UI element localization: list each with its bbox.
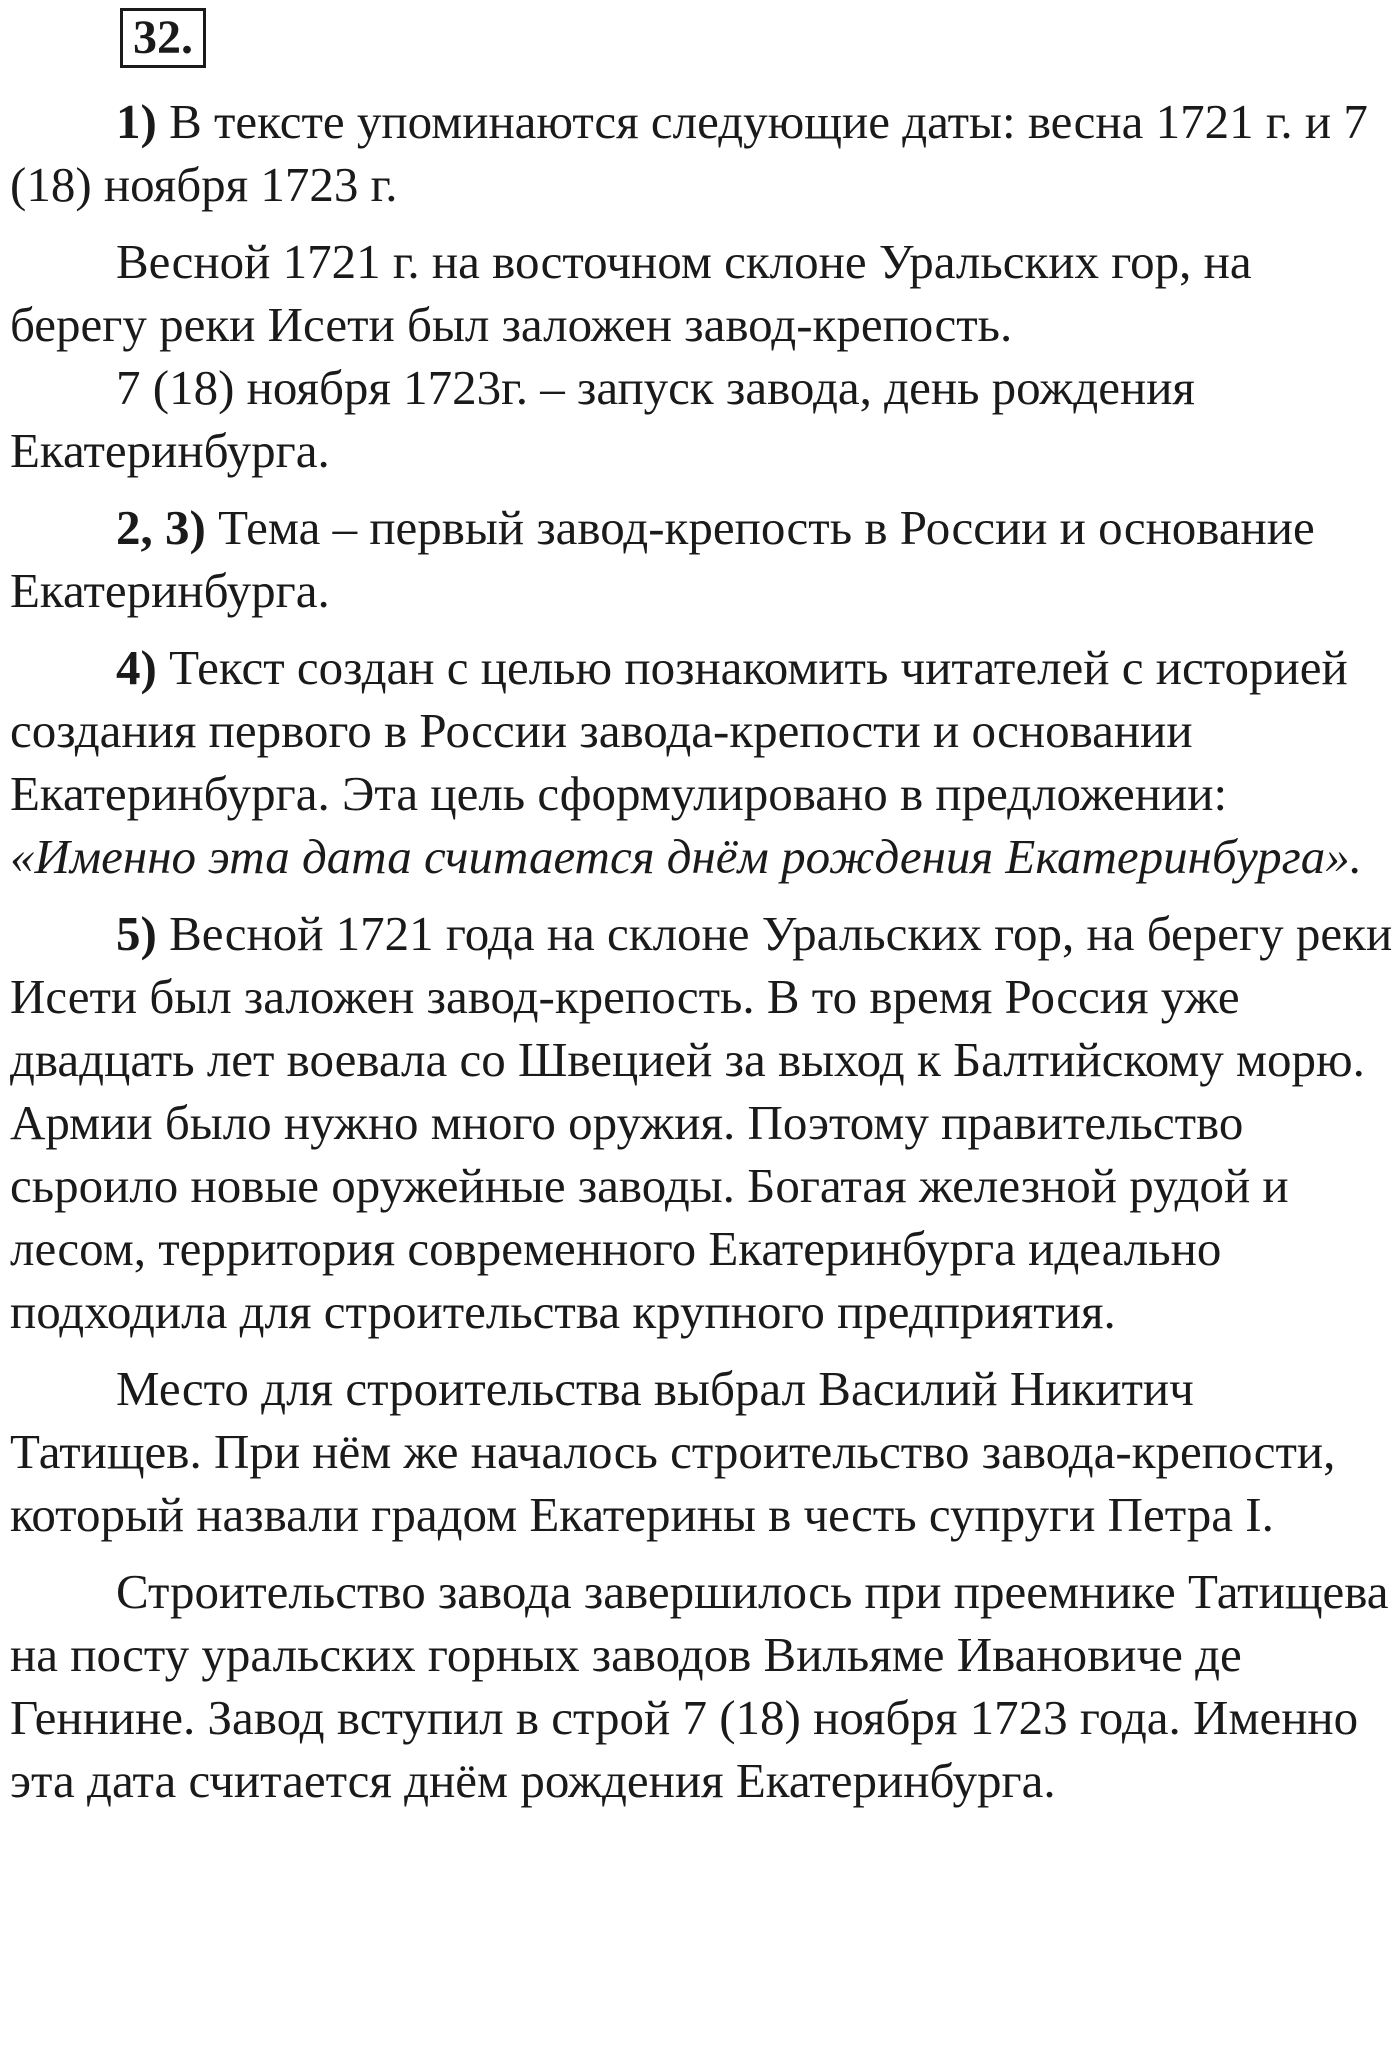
paragraph-3-text: 7 (18) ноября 1723г. – запуск завода, день рождения Екатеринбурга. [10,360,1195,478]
paragraph-7 [10,1357,1395,1546]
document-page [10,8,1400,1812]
answer-number-1: 1) [116,94,157,149]
paragraph-3 [10,356,1395,482]
paragraph-5-quote: «Именно эта дата считается днём рождения Екатеринбурга». [10,829,1362,884]
paragraph-1 [10,90,1395,216]
answer-number-5: 5) [116,906,157,961]
paragraph-6 [10,902,1395,1343]
paragraph-2-text: Весной 1721 г. на восточном склоне Уральских гор, на берегу реки Исети был заложен завод-крепость. [10,234,1252,352]
paragraph-8 [10,1560,1395,1812]
paragraph-6-text: Весной 1721 года на склоне Уральских гор, на берегу реки Исети был заложен завод-крепость. В то время Россия уже двадцать лет воевала со Швецией за выход к Балтийскому морю. Армии было нужно много оружия. Поэтому правительство сьроило новые оружейные заводы. Богатая железной рудой и лесом, территория современного Екатеринбурга идеально подходила для строительства крупного предприятия. [10,906,1393,1339]
paragraph-5-text: Текст создан с целью познакомить читателей с историей создания первого в России завода-крепости и основании Екатеринбурга. Эта цель сформулировано в предложении: [10,640,1348,821]
paragraph-4-text: Тема – первый завод-крепость в России и основание Екатеринбурга. [10,500,1315,618]
task-number-box: 32. [120,8,206,68]
paragraph-5 [10,636,1395,888]
paragraph-8-text: Строительство завода завершилось при преемнике Татищева на посту уральских горных заводов Вильяме Ивановиче де Геннине. Завод вступил в строй 7 (18) ноября 1723 года. Именно эта дата считается днём рождения Екатеринбурга. [10,1564,1389,1808]
paragraph-4 [10,496,1395,622]
answer-number-2-3: 2, 3) [116,500,206,555]
answer-number-4: 4) [116,640,157,695]
paragraph-7-text: Место для строительства выбрал Василий Никитич Татищев. При нём же началось строительство завода-крепости, который назвали градом Екатерины в честь супруги Петра I. [10,1361,1336,1542]
paragraph-1-text: В тексте упоминаются следующие даты: весна 1721 г. и 7 (18) ноября 1723 г. [10,94,1368,212]
paragraph-2 [10,230,1395,356]
